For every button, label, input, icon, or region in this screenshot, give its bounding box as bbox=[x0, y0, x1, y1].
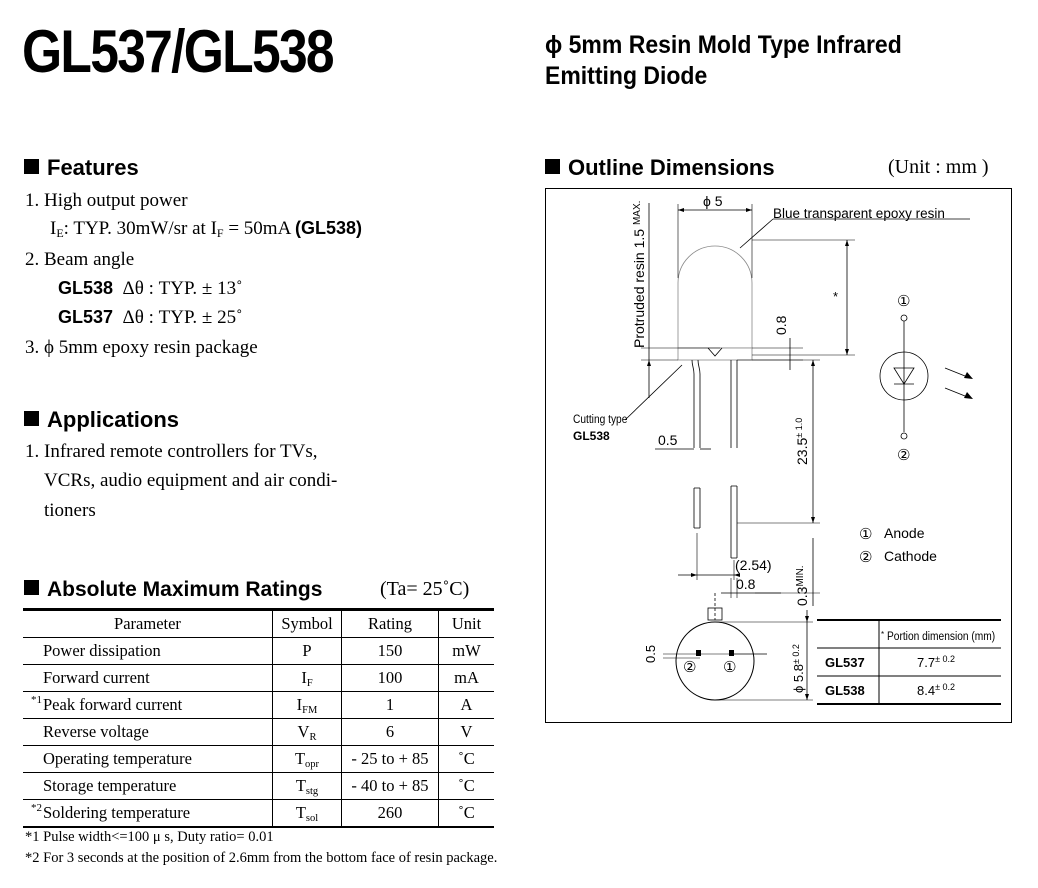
lead-right-upper bbox=[731, 360, 737, 448]
leader-line bbox=[625, 365, 682, 420]
cutting-type-part: GL538 bbox=[573, 429, 610, 443]
arrowhead bbox=[647, 360, 651, 366]
rating-cell: 6 bbox=[342, 719, 439, 746]
unit-cell: mW bbox=[439, 638, 495, 665]
dim-08b-label: 0.8 bbox=[736, 576, 756, 592]
symbol-cell: IFM bbox=[273, 692, 342, 719]
table-row bbox=[23, 692, 494, 719]
symbol-cell: P bbox=[273, 638, 342, 665]
column-header: Symbol bbox=[273, 610, 342, 638]
unit-cell: ˚C bbox=[439, 773, 495, 800]
led-dome bbox=[678, 246, 752, 348]
dim-03-label: $0.3^{MIN.}$ bbox=[794, 565, 810, 606]
bottom-pin1-label: ① bbox=[723, 659, 737, 676]
symbol-cell: IF bbox=[273, 665, 342, 692]
dim-phi5-label: ϕ 5 bbox=[703, 193, 723, 209]
table-value-gl537: $7.7^{\pm 0.2}$ bbox=[917, 654, 956, 670]
symbol-cell: VR bbox=[273, 719, 342, 746]
rating-cell: - 40 to + 85 bbox=[342, 773, 439, 800]
symbol-cell: Tstg bbox=[273, 773, 342, 800]
parameter-cell: *1 Peak forward current bbox=[23, 692, 273, 719]
beam-angle-row: GL537 Δθ : TYP. ± 25˚ bbox=[58, 307, 243, 328]
protruded-resin-label: Protruded resin 1.5 $^{MAX.}$ bbox=[631, 200, 647, 348]
features-heading: Features bbox=[24, 157, 139, 179]
rating-cell: - 25 to + 85 bbox=[342, 746, 439, 773]
product-subtitle bbox=[545, 30, 902, 92]
led-flange bbox=[678, 348, 752, 360]
star-dimension-label: * bbox=[833, 289, 839, 304]
schematic-pin1: ① bbox=[897, 293, 911, 310]
parameter-cell: Reverse voltage bbox=[23, 719, 273, 746]
dim-05-label: 0.5 bbox=[658, 432, 678, 448]
resin-label: Blue transparent epoxy resin bbox=[773, 206, 945, 221]
symbol-cell: Topr bbox=[273, 746, 342, 773]
unit-cell: ˚C bbox=[439, 746, 495, 773]
square-bullet-icon bbox=[24, 411, 39, 426]
unit-cell: A bbox=[439, 692, 495, 719]
table-row bbox=[23, 638, 494, 665]
lead-left-upper bbox=[698, 360, 700, 448]
feature-item-1-detail: $I_E$: TYP. 30mW/sr at $I_F = 50mA$ (GL538) bbox=[50, 218, 363, 240]
lead-square bbox=[729, 650, 734, 656]
legend-pin2: ② bbox=[859, 549, 873, 566]
lead-left-lower bbox=[694, 488, 700, 528]
square-bullet-icon bbox=[545, 159, 560, 174]
parameter-cell: Storage temperature bbox=[23, 773, 273, 800]
rating-cell: 100 bbox=[342, 665, 439, 692]
parameter-cell: Power dissipation bbox=[23, 638, 273, 665]
schematic-terminal bbox=[901, 315, 907, 321]
schematic-terminal bbox=[901, 433, 907, 439]
table-header-row bbox=[23, 610, 494, 638]
unit-cell: V bbox=[439, 719, 495, 746]
dim-235-label: $23.5^{\pm 1.0}$ bbox=[794, 417, 810, 465]
table-row bbox=[23, 800, 494, 828]
schematic-pin2: ② bbox=[897, 447, 911, 464]
application-line: VCRs, audio equipment and air condi- bbox=[44, 470, 338, 491]
table-header: Portion dimension (mm) bbox=[887, 630, 996, 644]
lead-right-lower bbox=[731, 486, 737, 558]
rating-cell: 150 bbox=[342, 638, 439, 665]
beam-angle-row: GL538 Δθ : TYP. ± 13˚ bbox=[58, 278, 243, 299]
table-row bbox=[23, 719, 494, 746]
feature-item-3: 3. ϕ 5mm epoxy resin package bbox=[25, 337, 258, 358]
part-number-title: GL537/GL538 bbox=[22, 18, 333, 85]
outline-unit: (Unit : mm ) bbox=[888, 156, 989, 178]
dim-254-label: (2.54) bbox=[735, 557, 772, 573]
rating-cell: 260 bbox=[342, 800, 439, 828]
square-bullet-icon bbox=[24, 580, 39, 595]
column-header: Unit bbox=[439, 610, 495, 638]
footnote-2: *2 For 3 seconds at the position of 2.6mm from the bottom face of resin package. bbox=[25, 850, 498, 866]
square-bullet-icon bbox=[24, 159, 39, 174]
parameter-cell: Forward current bbox=[23, 665, 273, 692]
ratings-table bbox=[23, 608, 494, 828]
unit-cell: mA bbox=[439, 665, 495, 692]
rating-cell: 1 bbox=[342, 692, 439, 719]
subtitle-line-1: ϕ 5mm Resin Mold Type Infrared bbox=[545, 31, 902, 59]
table-row bbox=[23, 665, 494, 692]
cutting-type-label: Cutting type bbox=[573, 413, 628, 427]
lead-square bbox=[696, 650, 701, 656]
footnote-1: *1 Pulse width<=100 μ s, Duty ratio= 0.01 bbox=[25, 829, 274, 845]
applications-heading: Applications bbox=[24, 409, 179, 431]
outline-drawing bbox=[545, 188, 1012, 723]
outline-heading: Outline Dimensions bbox=[545, 157, 775, 179]
legend-cathode: Cathode bbox=[884, 548, 937, 564]
table-row bbox=[23, 746, 494, 773]
bottom-view-arc bbox=[676, 622, 754, 661]
application-line: tioners bbox=[44, 500, 96, 521]
subtitle-line-2: Emitting Diode bbox=[545, 62, 708, 90]
feature-item-1: 1. High output power bbox=[25, 190, 188, 211]
bottom-pin2-label: ② bbox=[683, 659, 697, 676]
table-part-gl538: GL538 bbox=[825, 683, 865, 698]
legend-pin1: ① bbox=[859, 526, 873, 543]
table-header-mark: * bbox=[881, 630, 885, 639]
column-header: Parameter bbox=[23, 610, 273, 638]
application-line: 1. Infrared remote controllers for TVs, bbox=[25, 441, 318, 462]
table-part-gl537: GL537 bbox=[825, 655, 865, 670]
parameter-cell: Operating temperature bbox=[23, 746, 273, 773]
emission-arrow-icon bbox=[964, 392, 973, 399]
dim-05b-label: 0.5 bbox=[643, 644, 658, 663]
lead-left-upper bbox=[692, 360, 694, 448]
leader-line bbox=[740, 219, 773, 248]
dim-58-label: ϕ $5.8^{\pm 0.2}$ bbox=[791, 644, 806, 693]
legend-anode: Anode bbox=[884, 525, 925, 541]
ratings-heading: Absolute Maximum Ratings bbox=[24, 579, 322, 600]
ratings-condition: (Ta= 25˚C) bbox=[380, 578, 470, 600]
emission-arrow-icon bbox=[964, 372, 973, 379]
column-header: Rating bbox=[342, 610, 439, 638]
symbol-cell: Tsol bbox=[273, 800, 342, 828]
dim-08-label: 0.8 bbox=[773, 315, 789, 335]
feature-item-2: 2. Beam angle bbox=[25, 249, 135, 270]
parameter-cell: *2 Soldering temperature bbox=[23, 800, 273, 828]
table-row bbox=[23, 773, 494, 800]
unit-cell: ˚C bbox=[439, 800, 495, 828]
table-value-gl538: $8.4^{\pm 0.2}$ bbox=[917, 682, 956, 698]
